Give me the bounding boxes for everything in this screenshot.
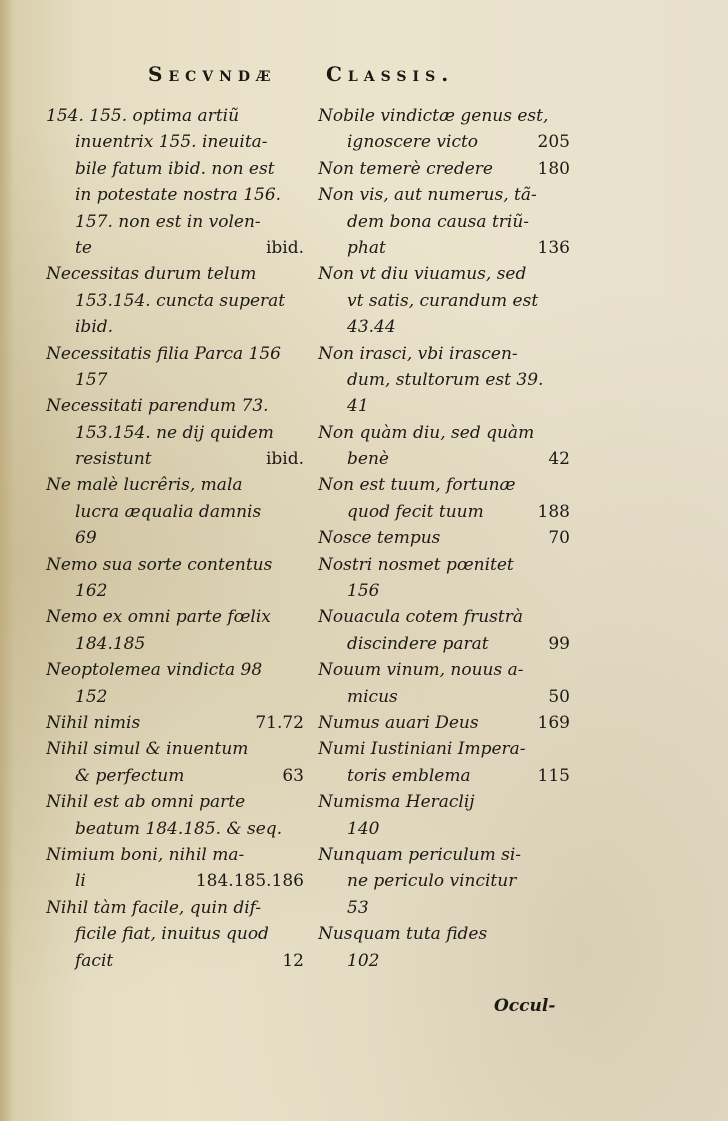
index-text: & perfectum [75, 765, 185, 786]
index-line [46, 261, 304, 287]
index-page-ref: 63 [282, 765, 304, 786]
index-text: Nosce tempus [318, 528, 441, 549]
index-entry [318, 710, 570, 736]
index-page-ref: 99 [548, 633, 570, 654]
index-line [318, 552, 570, 578]
index-text: 153.154. ne dij quidem [75, 422, 274, 443]
index-text: vt satis, curandum est [347, 290, 539, 311]
index-line [46, 657, 304, 683]
index-entry [318, 472, 570, 525]
index-line [318, 631, 570, 657]
index-text: 43.44 [347, 317, 396, 338]
index-text: Necessitatis filia Parca 156 [46, 343, 281, 364]
index-line [46, 103, 304, 129]
index-line [46, 182, 304, 208]
index-line [46, 156, 304, 182]
index-text: phat [347, 237, 386, 258]
index-text: 156 [347, 581, 380, 602]
index-line [46, 341, 304, 367]
index-line [46, 420, 304, 446]
index-entry [318, 182, 570, 261]
index-text: Ne malè lucrêris, mala [46, 475, 243, 496]
index-text: Nouacula cotem frustrà [318, 607, 523, 628]
index-text: 69 [75, 528, 97, 549]
index-text: Necessitas durum telum [46, 264, 257, 285]
index-entry [46, 393, 304, 472]
index-page-ref: 71.72 [255, 712, 304, 733]
index-text: dem bona causa triũ- [347, 211, 530, 232]
index-line [46, 842, 304, 868]
index-entry [318, 420, 570, 473]
index-line [318, 288, 570, 314]
index-text: quod fecit tuum [347, 501, 484, 522]
index-page-ref: 136 [537, 237, 570, 258]
index-line [318, 710, 570, 736]
index-line [46, 763, 304, 789]
index-line [318, 472, 570, 498]
index-line [46, 921, 304, 947]
index-text: Nobile vindictæ genus est, [318, 106, 549, 126]
index-text: 162 [75, 581, 108, 602]
index-line [318, 182, 570, 208]
index-text: Nunquam periculum si- [318, 844, 522, 865]
index-text: ne periculo vincitur [347, 871, 517, 892]
index-text: ficile fiat, inuitus quod [75, 924, 269, 945]
index-entry [318, 789, 570, 842]
index-text: Numus auari Deus [318, 712, 479, 733]
index-column-left [46, 103, 304, 993]
index-text: Nihil tàm facile, quin dif- [46, 897, 262, 918]
index-line [318, 684, 570, 710]
index-entry [318, 604, 570, 657]
index-text: Non vis, aut numerus, tã- [318, 185, 537, 206]
index-entry [318, 103, 570, 156]
index-text: 157. non est in volen- [75, 211, 261, 232]
index-entry [318, 657, 570, 710]
index-line [46, 525, 304, 551]
index-text: dum, stultorum est 39. [347, 369, 544, 390]
index-line [318, 129, 570, 155]
index-line [318, 789, 570, 815]
index-line [318, 235, 570, 261]
index-line [318, 921, 570, 947]
index-line [46, 684, 304, 710]
index-text: Numisma Heraclij [318, 792, 475, 813]
index-text: Nusquam tuta fides [318, 924, 488, 945]
index-line [318, 816, 570, 842]
index-text: 184.185 [75, 633, 146, 654]
index-page-ref: ibid. [265, 237, 304, 258]
index-entry [318, 156, 570, 182]
index-text: 140 [347, 818, 380, 839]
index-text: in potestate nostra 156. [75, 185, 282, 206]
index-line [318, 763, 570, 789]
index-page-ref: 70 [548, 528, 570, 549]
index-text: Non irasci, vbi irascen- [318, 343, 518, 364]
index-line [46, 816, 304, 842]
index-page-ref: 169 [537, 712, 570, 733]
index-text: te [75, 237, 92, 258]
index-text: toris emblema [347, 765, 471, 786]
index-entry [318, 842, 570, 921]
index-line [318, 868, 570, 894]
index-entry [46, 895, 304, 974]
index-text: Nemo ex omni parte fœlix [46, 607, 271, 628]
index-text: micus [347, 686, 398, 707]
index-line [46, 736, 304, 762]
index-entry [318, 921, 570, 974]
index-text: Non est tuum, fortunæ [318, 475, 516, 496]
index-line [46, 499, 304, 525]
index-text: Nihil est ab omni parte [46, 792, 246, 813]
index-text: 102 [347, 950, 380, 971]
index-line [318, 103, 570, 129]
index-entry [318, 552, 570, 605]
index-text: Nostri nosmet pœnitet [318, 554, 514, 575]
index-text: Numi Iustiniani Impera- [318, 739, 526, 760]
index-text: lucra æqualia damnis [75, 501, 262, 522]
index-line [46, 578, 304, 604]
index-text: 153.154. cuncta superat [75, 290, 286, 311]
index-text: Nimium boni, nihil ma- [46, 844, 245, 865]
index-text: Nouum vinum, nouus a- [318, 660, 524, 681]
index-line [318, 895, 570, 921]
index-line [46, 235, 304, 261]
index-text: 152 [75, 686, 108, 707]
index-page-ref: 205 [537, 132, 570, 153]
index-page-ref: 115 [537, 765, 570, 786]
header-left: Secvndæ [148, 62, 277, 86]
index-text: facit [75, 950, 114, 971]
index-line [46, 314, 304, 340]
index-text: 157 [75, 369, 108, 390]
page-gutter-shadow [0, 0, 14, 1121]
index-line [318, 209, 570, 235]
index-entry [318, 341, 570, 420]
index-page-ref: 12 [282, 950, 304, 971]
index-line [318, 525, 570, 551]
index-text: bile fatum ibid. non est [75, 158, 275, 179]
index-line [318, 156, 570, 182]
index-entry [46, 710, 304, 736]
index-line [46, 948, 304, 974]
index-text: Necessitati parendum 73. [46, 396, 269, 417]
index-text: inuentrix 155. ineuita- [75, 132, 268, 153]
index-line [46, 710, 304, 736]
index-text: Non quàm diu, sed quàm [318, 422, 535, 443]
index-text: li [75, 871, 86, 892]
index-entry [318, 736, 570, 789]
header-right: Classis. [326, 62, 455, 86]
index-entry [46, 604, 304, 657]
index-line [318, 393, 570, 419]
index-entry [46, 842, 304, 895]
index-line [318, 341, 570, 367]
index-line [46, 868, 304, 894]
index-line [318, 499, 570, 525]
index-line [46, 367, 304, 393]
index-entry [46, 341, 304, 394]
index-line [46, 129, 304, 155]
index-column-right [318, 103, 570, 993]
index-entry [46, 789, 304, 842]
index-text: ibid. [75, 317, 114, 338]
index-text: beatum 184.185. & seq. [75, 818, 283, 839]
catchword: Occul- [494, 996, 556, 1016]
index-text: Nihil simul & inuentum [46, 739, 249, 760]
running-header [0, 62, 728, 88]
index-line [318, 367, 570, 393]
index-line [318, 446, 570, 472]
index-entry [46, 552, 304, 605]
index-line [318, 736, 570, 762]
index-text: Non vt diu viuamus, sed [318, 264, 527, 285]
index-page-ref: ibid. [265, 449, 304, 470]
index-line [46, 393, 304, 419]
index-line [46, 288, 304, 314]
index-text: 53 [347, 897, 369, 918]
index-text: benè [347, 449, 389, 470]
index-entry [318, 525, 570, 551]
index-entry [46, 103, 304, 261]
index-line [318, 314, 570, 340]
index-text: 41 [347, 396, 369, 417]
index-line [46, 895, 304, 921]
index-line [46, 552, 304, 578]
index-line [46, 209, 304, 235]
index-line [318, 420, 570, 446]
index-text: Neoptolemea vindicta 98 [46, 660, 263, 681]
index-line [318, 657, 570, 683]
index-page-ref: 50 [548, 686, 570, 707]
index-page-ref: 42 [548, 449, 570, 470]
index-page-ref: 184.185.186 [195, 871, 304, 892]
index-entry [46, 657, 304, 710]
index-text: Nemo sua sorte contentus [46, 554, 273, 575]
index-entry [46, 736, 304, 789]
index-line [318, 842, 570, 868]
index-text: Non temerè credere [318, 158, 493, 179]
index-page-ref: 188 [537, 501, 570, 522]
index-text: ignoscere victo [347, 132, 479, 153]
index-text: Nihil nimis [46, 712, 141, 733]
index-text: discindere parat [347, 633, 489, 654]
index-line [46, 446, 304, 472]
index-line [46, 604, 304, 630]
index-entry [46, 472, 304, 551]
index-line [318, 261, 570, 287]
index-entry [318, 261, 570, 340]
index-line [46, 472, 304, 498]
index-line [46, 631, 304, 657]
index-entry [46, 261, 304, 340]
index-text: resistunt [75, 449, 152, 470]
index-line [318, 604, 570, 630]
index-line [318, 578, 570, 604]
index-line [318, 948, 570, 974]
index-line [46, 789, 304, 815]
index-page-ref: 180 [537, 158, 570, 179]
index-text: 154. 155. optima artiũ [46, 106, 240, 126]
